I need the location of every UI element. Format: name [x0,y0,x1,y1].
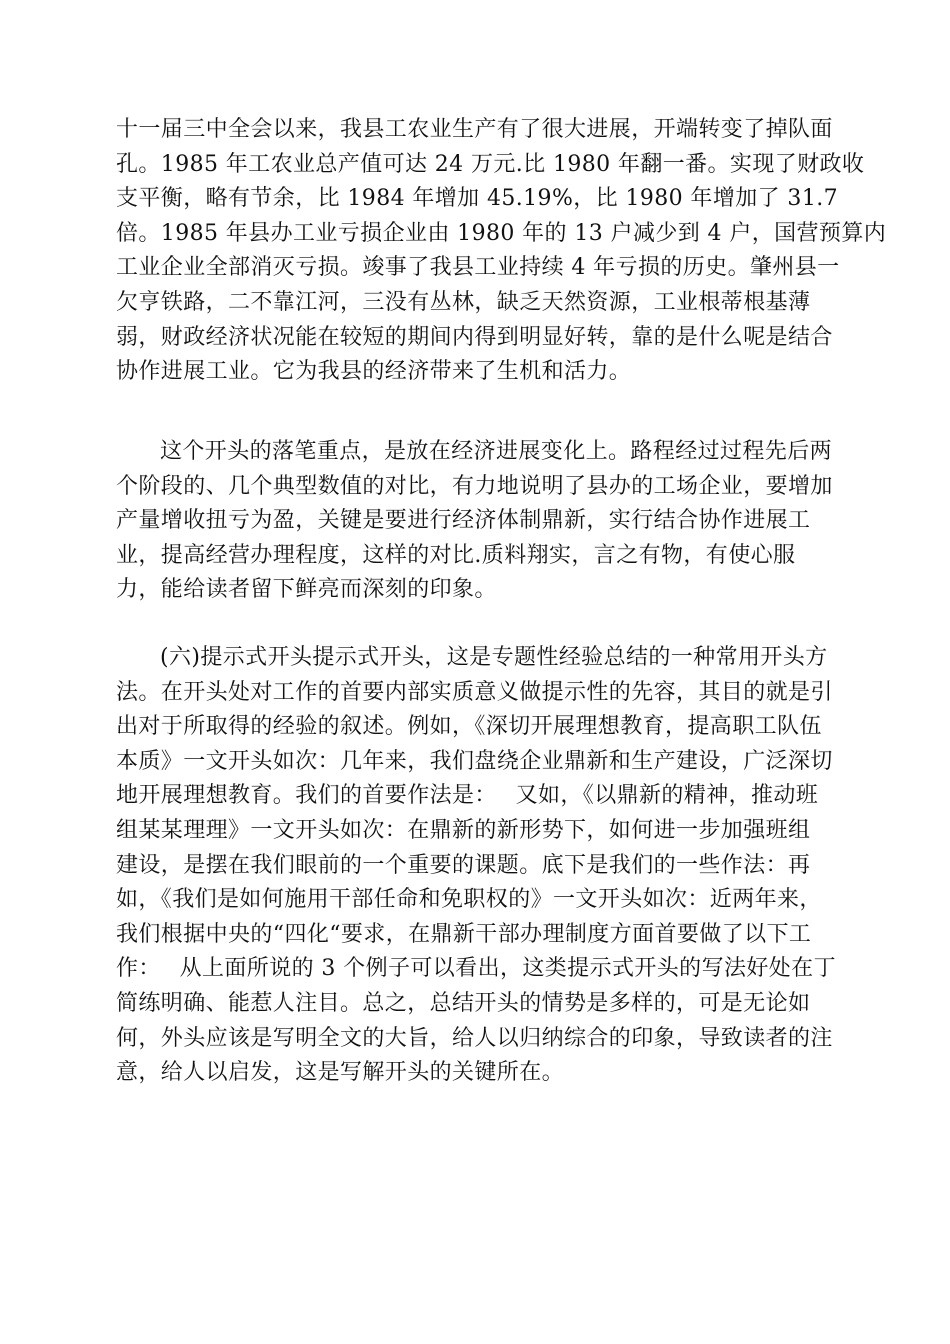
text-line: 法。在开头处对工作的首要内部实质意义做提示性的先容，其目的就是引 [116,679,833,705]
text-line: 地开展理想教育。我们的首要作法是： 又如，《以鼎新的精神，推动班 [116,783,819,809]
text-line: 出对于所取得的经验的叙述。例如，《深切开展理想教育，提高职工队伍 [116,714,822,740]
text-line: 意，给人以启发，这是写解开头的关键所在。 [116,1060,565,1086]
text-line: 十一届三中全会以来，我县工农业生产有了很大进展，开端转变了掉队面 [116,117,833,142]
text-line: 如，《我们是如何施用干部任命和免职权的》一文开头如次：近两年来， [116,887,822,913]
text-line: 建设，是摆在我们眼前的一个重要的课题。底下是我们的一些作法：再 [116,852,811,878]
text-line: (六)提示式开头提示式开头，这是专题性经验总结的一种常用开头方 [160,645,828,670]
text-line: 我们根据中央的“四化“要求，在鼎新干部办理制度方面首要做了以下工 [116,921,812,947]
text-line: 本质》一文开头如次：几年来，我们盘绕企业鼎新和生产建设，广泛深切 [116,748,833,774]
text-line: 组某某理理》一文开头如次：在鼎新的新形势下，如何进一步加强班组 [116,817,811,843]
text-line: 倍。1985 年县办工业亏损企业由 1980 年的 13 户减少到 4 户，国营预算内 [116,220,887,246]
text-line: 孔。1985 年工农业总产值可达 24 万元.比 1980 年翻一番。实现了财政收 [116,151,865,177]
text-line: 业，提高经营办理程度，这样的对比.质料翔实，言之有物，有使心服 [116,542,796,568]
text-line: 作： 从上面所说的 3 个例子可以看出，这类提示式开头的写法好处在丁 [116,956,836,982]
text-line: 何，外头应该是写明全文的大旨，给人以归纳综合的印象，导致读者的注 [116,1025,833,1051]
text-line: 欠亨铁路，二不靠江河，三没有丛林，缺乏天然资源，工业根蒂根基薄 [116,289,811,315]
text-line: 简练明确、能惹人注目。总之，总结开头的情势是多样的，可是无论如 [116,990,811,1016]
paragraph-suggestive-opening [116,641,836,1091]
text-line: 力，能给读者留下鲜亮而深刻的印象。 [116,577,497,603]
paragraph-economic-progress [116,113,887,390]
text-line: 工业企业全部消灭亏损。竣事了我县工业持续 4 年亏损的历史。肇州县一 [116,255,840,281]
text-line: 支平衡，略有节余，比 1984 年增加 45.19%，比 1980 年增加了 31.7 [116,186,839,212]
text-line: 弱，财政经济状况能在较短的期间内得到明显好转，靠的是什么呢是结合 [116,324,833,350]
text-line: 产量增收扭亏为盈，关键是要进行经济体制鼎新，实行结合协作进展工 [116,508,811,534]
paragraph-commentary [116,435,832,608]
text-line: 协作进展工业。它为我县的经济带来了生机和活力。 [116,359,632,385]
text-line: 个阶段的、几个典型数值的对比，有力地说明了县办的工场企业，要增加 [116,473,833,499]
text-line: 这个开头的落笔重点，是放在经济进展变化上。路程经过过程先后两 [160,439,833,464]
